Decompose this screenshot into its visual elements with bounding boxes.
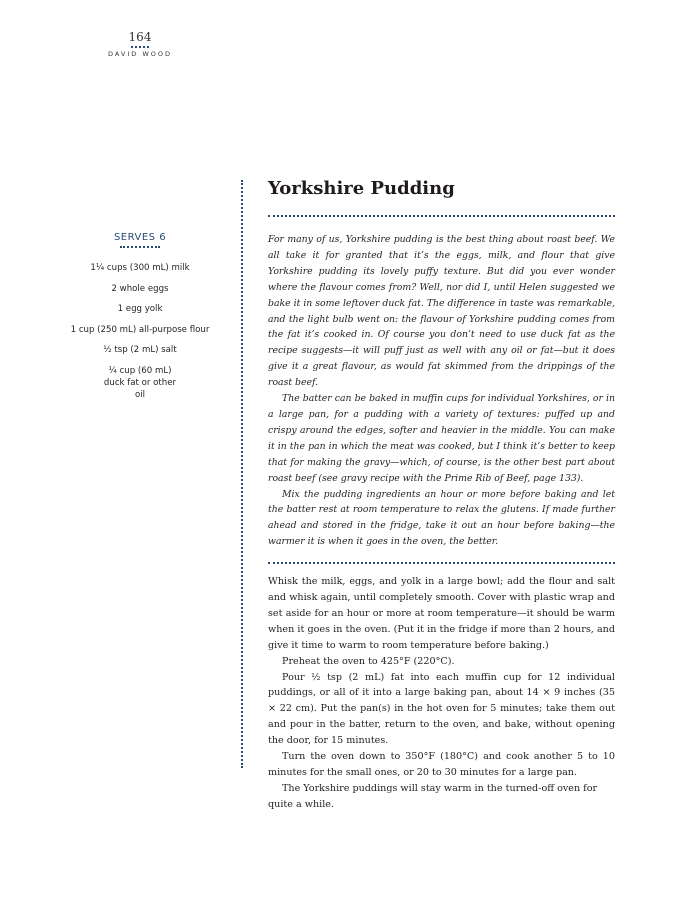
method-paragraph: The Yorkshire puddings will stay warm in the turned-off oven for quite a while. xyxy=(268,782,598,810)
ingredient-list xyxy=(60,262,220,401)
ingredient-item: 1¼ cups (300 mL) milk xyxy=(90,263,190,273)
method-paragraph: Pour ½ tsp (2 mL) fat into each muffin cup for 12 individual puddings, or all of it into a large baking pan, about 14 × 9 inches (35 × 22 cm). Put the pan(s) in the hot oven for 5 minutes; take them out and pour in the batter, return to the oven, and bake, without opening the door, for 15 minutes. xyxy=(268,671,615,747)
ingredient-item: 1 egg yolk xyxy=(117,304,163,315)
ingredient-item: 2 whole eggs xyxy=(111,283,169,294)
serves-dotted-divider xyxy=(120,246,160,248)
recipe-method xyxy=(268,574,615,813)
page-number: 164 xyxy=(128,30,152,44)
section-dotted-divider xyxy=(268,562,615,564)
vertical-dotted-divider xyxy=(241,180,243,768)
recipe-title: Yorkshire Pudding xyxy=(268,178,455,199)
recipe-main xyxy=(268,176,615,813)
ingredient-item: ¼ cup (60 mL) duck fat or other oil xyxy=(103,365,177,400)
running-header-author: DAVID WOOD xyxy=(107,50,173,58)
ingredient-item: ½ tsp (2 mL) salt xyxy=(103,345,177,356)
intro-paragraph: For many of us, Yorkshire pudding is the best thing about roast beef. We all take it for granted that it’s the eggs, milk, and flour that give Yorkshire pudding its lovely puffy texture. But did you ever wonder where the flavour comes from? Well, nor did I, until Helen suggested we bake it in some leftover duck fat. The difference in taste was remarkable, and the light bulb went on: the flavour of Yorkshire pudding comes from the fat it’s cooked in. Of course you don’t need to use duck fat as the recipe suggests—it will puff just as well with any oil or fat—but it does give it a great flavour, as would fat skimmed from the drippings of the roast beef. xyxy=(268,234,615,389)
method-paragraph: Turn the oven down to 350°F (180°C) and cook another 5 to 10 minutes for the small ones, or 20 to 30 minutes for a large pan. xyxy=(268,751,615,778)
recipe-intro xyxy=(268,232,615,550)
running-header xyxy=(100,30,180,58)
ingredient-item: 1 cup (250 mL) all-purpose flour xyxy=(70,324,210,335)
title-dotted-divider xyxy=(268,215,615,217)
intro-paragraph: Mix the pudding ingredients an hour or more before baking and let the batter rest at room temperature to relax the glutens. If made further ahead and stored in the fridge, take it out an hour before baking—the warmer it is when it goes in the oven, the better. xyxy=(268,488,615,548)
method-paragraph: Whisk the milk, eggs, and yolk in a large bowl; add the flour and salt and whisk again, until completely smooth. Cover with plastic wrap and set aside for an hour or more at room temperature—it should be warm when it goes in the oven. (Put it in the fridge if more than 2 hours, and give it time to warm to room temperature before baking.) xyxy=(268,576,615,651)
ingredients-sidebar xyxy=(60,232,220,410)
intro-paragraph: The batter can be baked in muffin cups for individual Yorkshires, or in a large pan, for a pudding with a variety of textures: puffed up and crispy around the edges, softer and heavier in the middle. You can make it in the pan in which the meat was cooked, but I think it’s better to keep that for making the gravy—which, of course, is the other best part about roast beef (see gravy recipe with the Prime Rib of Beef, page 133). xyxy=(268,393,615,484)
serves-label: SERVES 6 xyxy=(113,232,167,243)
method-paragraph: Preheat the oven to 425°F (220°C). xyxy=(282,655,455,667)
header-dotted-divider xyxy=(131,46,149,48)
